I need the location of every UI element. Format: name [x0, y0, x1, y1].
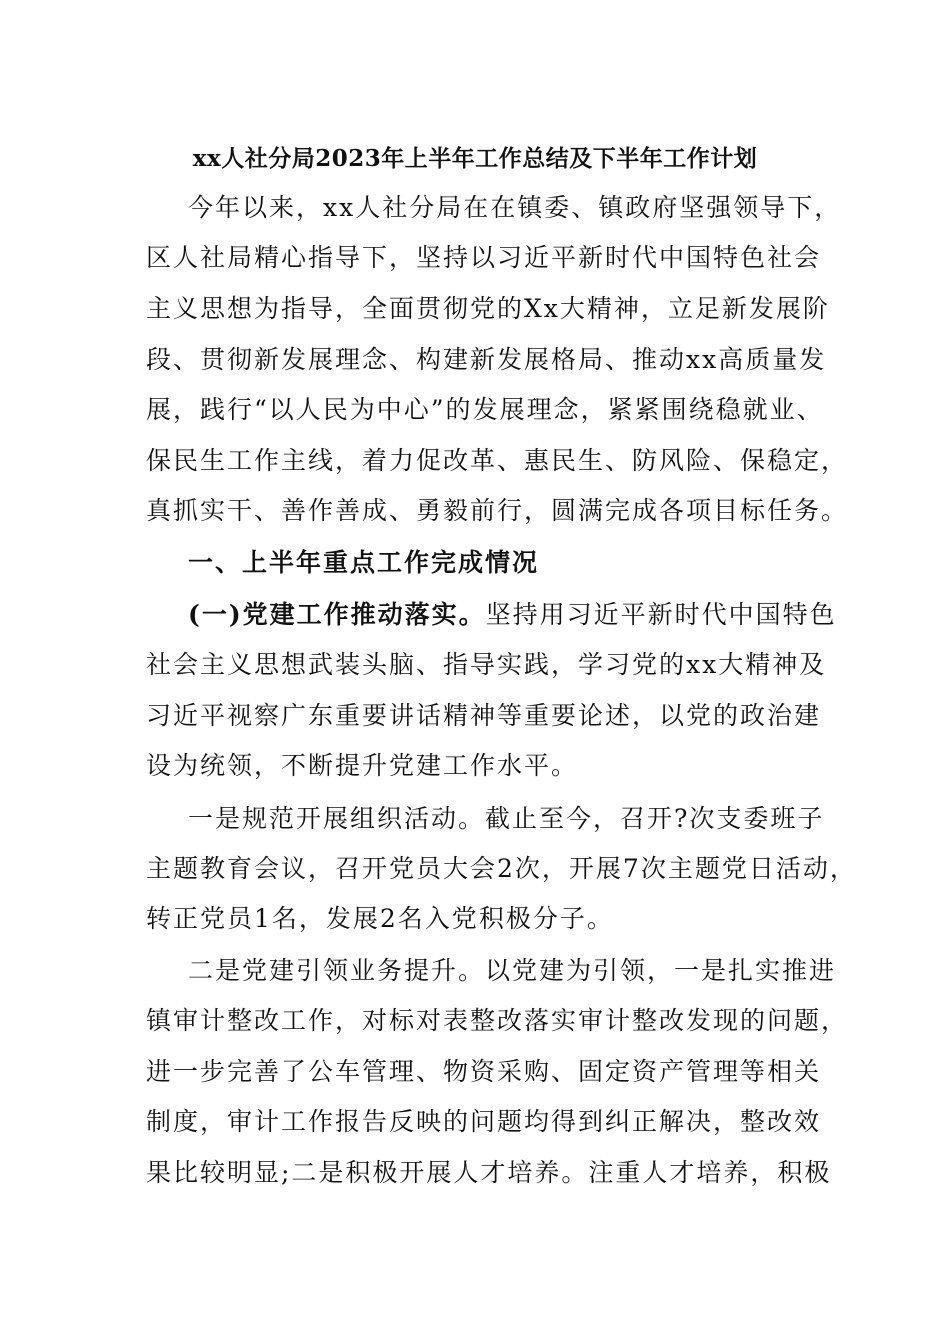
document-title: xx人社分局2023年上半年工作总结及下半年工作计划 — [192, 145, 758, 172]
item-2-line-5: 果比较明显;二是积极开展人才培养。注重人才培养，积极 — [146, 1158, 832, 1187]
item-2-line-3: 进一步完善了公车管理、物资采购、固定资产管理等相关 — [146, 1057, 822, 1086]
intro-line-2: 区人社局精心指导下，坚持以习近平新时代中国特色社会 — [146, 243, 822, 272]
subsection-1-text: 坚持用习近平新时代中国特色 — [485, 600, 837, 629]
subsection-1-line-2: 社会主义思想武装头脑、指导实践，学习党的xx大精神及 — [146, 650, 827, 679]
intro-line-7: 真抓实干、善作善成、勇毅前行，圆满完成各项目标任务。 — [146, 496, 849, 525]
subsection-1-line-3: 习近平视察广东重要讲话精神等重要论述，以党的政治建 — [146, 701, 822, 730]
item-1-line-1: 一是规范开展组织活动。截止至今，召开?次支委班子 — [188, 804, 825, 833]
intro-line-5: 展，践行“以人民为中心”的发展理念，紧紧围绕稳就业、 — [146, 395, 824, 424]
item-2-line-2: 镇审计整改工作，对标对表整改落实审计整改发现的问题， — [146, 1006, 849, 1035]
subsection-1-line-4: 设为统领，不断提升党建工作水平。 — [146, 751, 579, 780]
subsection-1-heading: (一)党建工作推动落实。 — [188, 600, 486, 629]
intro-line-1: 今年以来，xx人社分局在在镇委、镇政府坚强领导下， — [188, 193, 842, 222]
item-2-line-1: 二是党建引领业务提升。以党建为引领，一是扎实推进 — [188, 956, 837, 985]
section-heading: 一、上半年重点工作完成情况 — [188, 548, 540, 577]
intro-line-4: 段、贯彻新发展理念、构建新发展格局、推动xx高质量发 — [146, 345, 827, 374]
subsection-1-line-1 — [188, 602, 837, 627]
intro-line-3: 主义思想为指导，全面贯彻党的Xx大精神，立足新发展阶 — [146, 294, 830, 323]
item-2-line-4: 制度，审计工作报告反映的问题均得到纠正解决，整改效 — [146, 1107, 822, 1136]
item-1-line-2: 主题教育会议，召开党员大会2次，开展7次主题党日活动， — [146, 854, 857, 883]
item-1-line-3: 转正党员1名，发展2名入党积极分子。 — [146, 904, 614, 933]
intro-line-6: 保民生工作主线，着力促改革、惠民生、防风险、保稳定， — [146, 446, 849, 475]
